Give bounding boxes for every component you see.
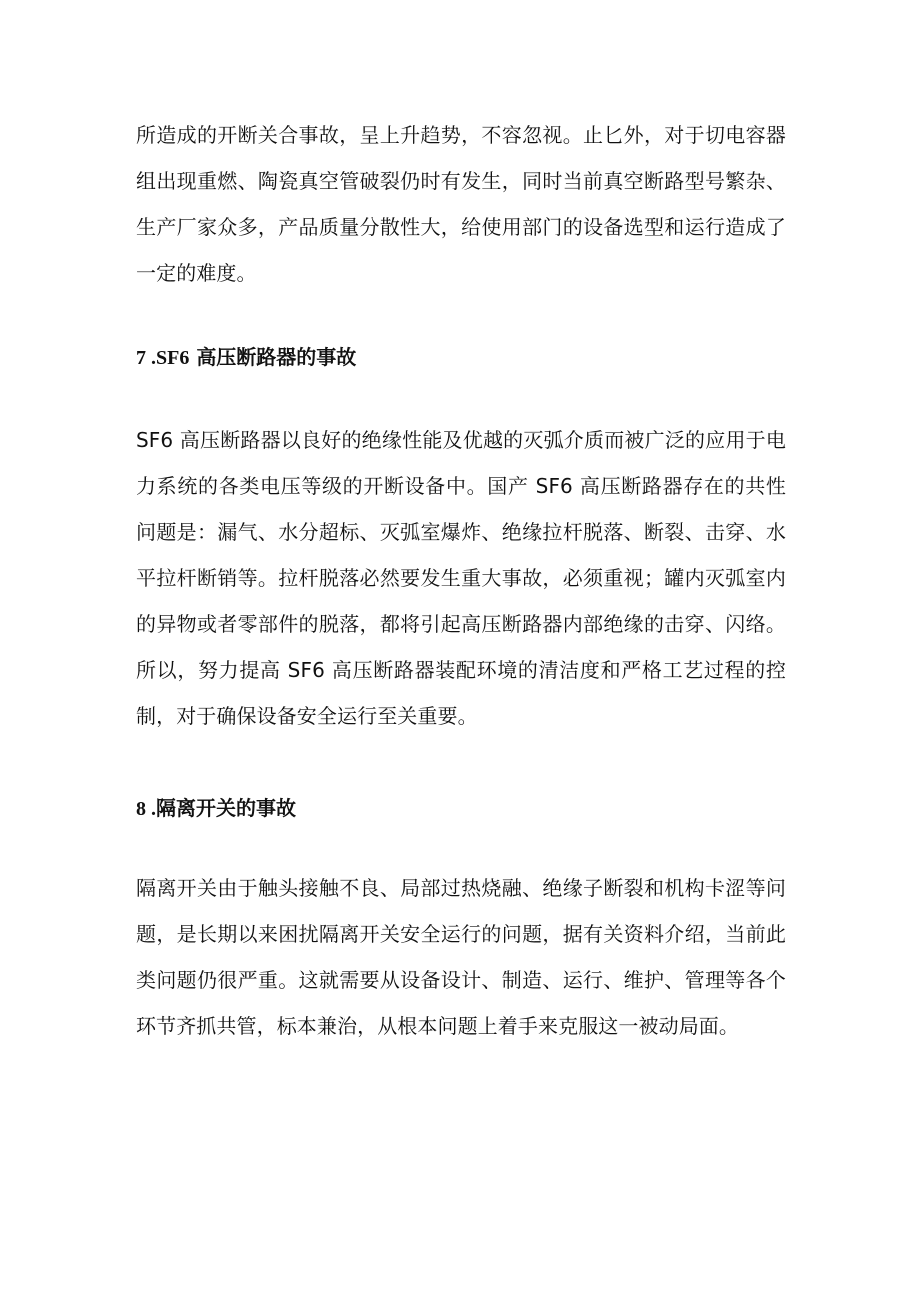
section-heading-7 [136, 342, 786, 373]
section-number-7: 7 .SF6 [136, 347, 190, 369]
section-title-7: 高压断路器的事故 [196, 345, 357, 369]
section-heading-8 [136, 793, 786, 824]
paragraph-disconnect-switch: 隔离开关由于触头接触不良、局部过热烧融、绝缘子断裂和机构卡涩等问题，是长期以来困扰隔离开关安全运行的问题，据有关资料介绍，当前此类问题仍很严重。这就需要从设备设计、制造、运行、维护、管理等各个环节齐抓共管，标本兼治，从根本问题上着手来克服这一被动局面。 [136, 876, 786, 1038]
section-number-8: 8 . [136, 798, 156, 820]
section-title-8: 隔离开关的事故 [156, 796, 296, 820]
paragraph-sf6-breaker: SF6 高压断路器以良好的绝缘性能及优越的灭弧介质而被广泛的应用于电力系统的各类电压等级的开断设备中。国产 SF6 高压断路器存在的共性问题是：漏气、水分超标、灭弧室爆炸、绝缘拉杆脱落、断裂、击穿、水平拉杆断销等。拉杆脱落必然要发生重大事故，必须重视；罐内灭弧室内的异物或者零部件的脱落，都将引起高压断路器内部绝缘的击穿、闪络。所以，努力提高 SF6 高压断路器装配环境的清洁度和严格工艺过程的控制，对于确保设备安全运行至关重要。 [136, 428, 786, 728]
paragraph-vacuum-breaker-continued: 所造成的开断关合事故，呈上升趋势，不容忽视。止匕外，对于切电容器组出现重燃、陶瓷真空管破裂仍时有发生，同时当前真空断路型号繁杂、生产厂家众多，产品质量分散性大，给使用部门的设备选型和运行造成了一定的难度。 [136, 123, 786, 285]
